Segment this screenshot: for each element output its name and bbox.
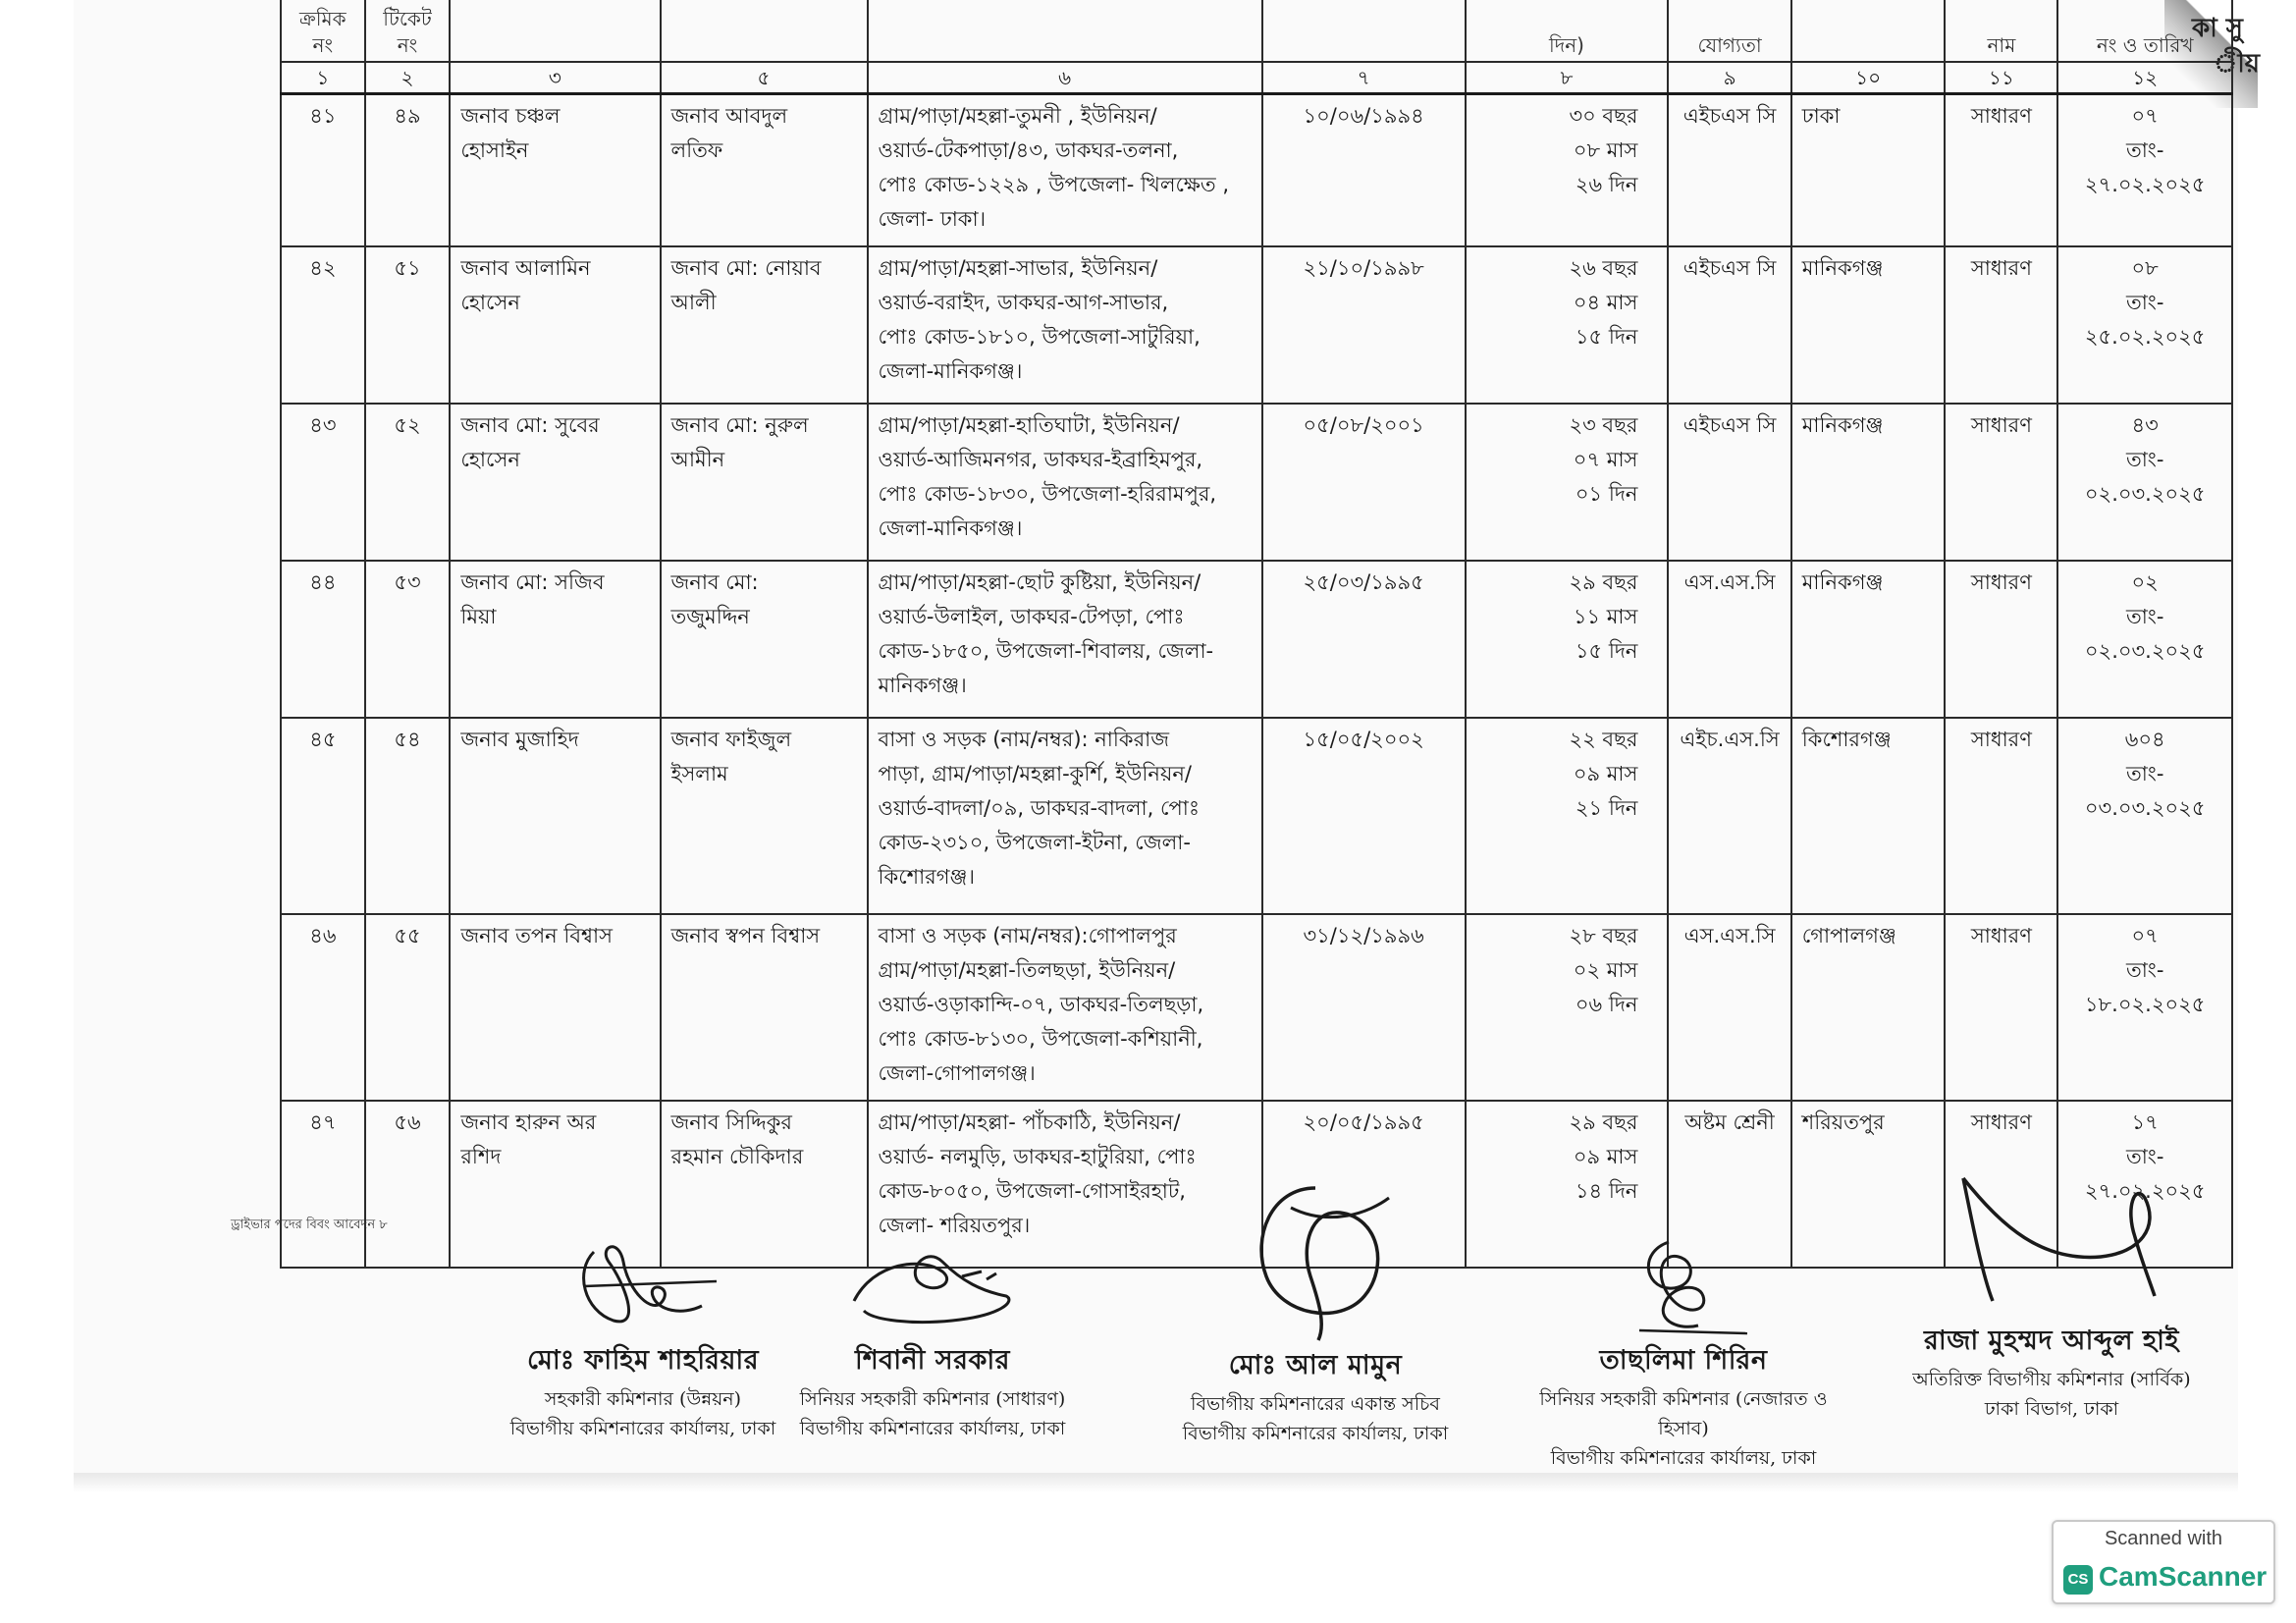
cell-qualification: এস.এস.সি [1668,914,1790,1101]
cell-address-line: জেলা- শরিয়তপুর। [878,1213,1031,1237]
cell-memo-line: তাং- [2125,1144,2164,1168]
cell-address-line: গ্রাম/পাড়া/মহল্লা-তিলছড়া, ইউনিয়ন/ [878,957,1176,982]
cell-memo-line: ১৮.০২.২০২৫ [2084,992,2206,1016]
cell-address-line: কোড-৮০৫০, উপজেলা-গোসাইরহাট, [878,1178,1186,1203]
cell-name-line: জনাব মুজাহিদ [460,727,579,751]
cell-age [1466,561,1669,718]
table-row [281,404,2232,561]
cell-district: ঢাকা [1791,94,1946,246]
cell-address-line: কোড-১৮৫০, উপজেলা-শিবালয়, জেলা- [878,638,1214,663]
cell-ticket: ৫৩ [365,561,451,718]
header-qualification: যোগ্যতা [1668,0,1790,62]
cell-ticket: ৫২ [365,404,451,561]
cell-father-name-line: আমীন [670,447,725,471]
cell-qualification: অষ্টম শ্রেনী [1668,1101,1790,1268]
cell-address-line: বাসা ও সড়ক (নাম/নম্বর):গোপালপুর [878,923,1177,947]
cell-name-line: জনাব মো: সুবের [460,412,600,437]
cell-age-line: ২৮ বছর [1569,923,1638,947]
cell-memo-line: ০৭ [2131,923,2159,947]
cell-age-line: ২২ বছর [1569,727,1638,751]
cell-ticket: ৫১ [365,246,451,404]
cell-memo-line: ২৭.০২.২০২৫ [2084,1178,2206,1203]
cell-age-line: ২৬ বছর [1569,255,1638,280]
cell-memo-line: তাং- [2125,447,2164,471]
cell-address [868,404,1262,561]
header-serial: ক্রমিক নং [281,0,365,62]
cell-district: শরিয়তপুর [1791,1101,1946,1268]
cell-birth-date: ০৫/০৮/২০০১ [1262,404,1466,561]
cell-father-name-line: জনাব মো: নুরুল [670,412,809,437]
cell-name-line: মিয়া [460,604,497,628]
signatory-office: ঢাকা বিভাগ, ঢাকা [1984,1398,2119,1420]
cell-address-line: ওয়ার্ড-উলাইল, ডাকঘর-টেপড়া, পোঃ [878,604,1185,628]
cell-serial: ৪৩ [281,404,365,561]
cell-memo-line: তাং- [2125,138,2164,162]
cell-memo [2057,246,2232,404]
signatory-name: শিবানী সরকার [854,1345,1011,1376]
cell-qualification: এইচএস সি [1668,94,1790,246]
column-number-row [281,62,2232,94]
cell-address-line: কিশোরগঞ্জ। [878,864,975,889]
cell-age [1466,914,1669,1101]
signatory-name: মোঃ ফাহিম শাহরিয়ার [526,1345,760,1376]
signatory-title: সিনিয়র সহকারী কমিশনার (নেজারত ও হিসাব) [1539,1388,1828,1439]
column-number: ৮ [1466,62,1669,94]
cell-birth-date: ১০/০৬/১৯৯৪ [1262,94,1466,246]
cell-age-line: ০১ দিন [1575,481,1638,506]
cell-name-line: জনাব চঞ্চল [460,104,561,128]
cell-quota: সাধারণ [1945,1101,2057,1268]
cell-age-line: ০৭ মাস [1573,447,1638,471]
signatory-office: বিভাগীয় কমিশনারের কার্যালয়, ঢাকা [799,1418,1066,1439]
cell-memo [2057,718,2232,914]
signature-mark [555,1222,731,1340]
table-body [281,94,2232,1268]
cell-address-line: পোঃ কোড-১২২৯ , উপজেলা- খিলক্ষেত , [878,173,1230,196]
cell-age-line: ০৯ মাস [1573,1144,1638,1168]
cell-age-line: ০৮ মাস [1573,138,1638,162]
cell-address [868,94,1262,246]
column-number: ১ [281,62,365,94]
header-col7 [1262,0,1466,62]
signatory-name: রাজা মুহম্মদ আব্দুল হাই [1924,1325,2179,1356]
signatory-title: সিনিয়র সহকারী কমিশনার (সাধারণ) [799,1388,1066,1410]
cell-age-line: ০৪ মাস [1573,290,1638,314]
cell-father-name-line: তজুমদ্দিন [670,604,750,628]
column-number: ১২ [2057,62,2232,94]
cell-memo [2057,404,2232,561]
cell-birth-date: ২৫/০৩/১৯৯৫ [1262,561,1466,718]
cell-address [868,914,1262,1101]
cell-birth-date: ৩১/১২/১৯৯৬ [1262,914,1466,1101]
cell-age-line: ৩০ বছর [1569,104,1638,128]
cell-age [1466,94,1669,246]
cell-age [1466,246,1669,404]
cell-quota: সাধারণ [1945,246,2057,404]
cell-address [868,246,1262,404]
cell-quota: সাধারণ [1945,94,2057,246]
cell-father-name [661,246,868,404]
signature-mark [1610,1227,1757,1340]
cell-age-line: ২৯ বছর [1569,569,1638,594]
signatory-office: বিভাগীয় কমিশনারের কার্যালয়, ঢাকা [1182,1423,1449,1444]
cell-name [450,404,660,561]
cell-memo-line: ২৫.০২.২০২৫ [2084,324,2206,349]
cell-district: মানিকগঞ্জ [1791,246,1946,404]
sheet-edge [74,1473,2238,1492]
column-number: ১১ [1945,62,2057,94]
cell-address-line: ওয়ার্ড-টেকপাড়া/৪৩, ডাকঘর-তলনা, [878,138,1179,162]
signatory-title: অতিরিক্ত বিভাগীয় কমিশনার (সার্বিক) [1912,1369,2191,1390]
cell-memo [2057,914,2232,1101]
cell-memo-line: ০৮ [2131,255,2159,280]
column-number: ৭ [1262,62,1466,94]
column-number: ৬ [868,62,1262,94]
cell-name [450,718,660,914]
header-memo: নং ও তারিখ [2057,0,2232,62]
table-row [281,246,2232,404]
cell-memo [2057,94,2232,246]
scanned-with-label: Scanned with [2104,1528,2223,1549]
cell-father-name [661,561,868,718]
cell-address-line: গ্রাম/পাড়া/মহল্লা-তুমনী , ইউনিয়ন/ [878,104,1157,128]
cell-age [1466,718,1669,914]
cell-father-name-line: আলী [670,290,717,314]
cell-memo-line: ১৭ [2131,1109,2159,1134]
cell-address-line: পোঃ কোড-১৮৩০, উপজেলা-হরিরামপুর, [878,481,1217,506]
cell-age-line: ১১ মাস [1573,604,1638,628]
cell-address-line: পোঃ কোড-১৮১০, উপজেলা-সাটুরিয়া, [878,324,1201,349]
cell-district: মানিকগঞ্জ [1791,561,1946,718]
cell-father-name-line: জনাব স্বপন বিশ্বাস [670,923,821,947]
signatory-title: সহকারী কমিশনার (উন্নয়ন) [544,1388,742,1410]
records-table [280,0,2233,1269]
cell-memo-line: তাং- [2125,604,2164,628]
signatory-3 [1168,1168,1463,1448]
footnote: ড্রাইভার পদের বিবং আবেদন ৮ [231,1217,388,1232]
cell-district: কিশোরগঞ্জ [1791,718,1946,914]
column-number: ৯ [1668,62,1790,94]
cell-age-line: ১৫ দিন [1575,324,1638,349]
cell-ticket: ৫৬ [365,1101,451,1268]
cell-birth-date: ২১/১০/১৯৯৮ [1262,246,1466,404]
cell-memo-line: তাং- [2125,761,2164,785]
cell-father-name-line: জনাব মো: [670,569,759,594]
cell-age-line: ০৯ মাস [1573,761,1638,785]
cell-address-line: ওয়ার্ড-আজিমনগর, ডাকঘর-ইব্রাহিমপুর, [878,447,1203,471]
cell-address-line: ওয়ার্ড-ওড়াকান্দি-০৭, ডাকঘর-তিলছড়া, [878,992,1204,1016]
cell-district: গোপালগঞ্জ [1791,914,1946,1101]
cell-memo-line: ৬০৪ [2124,727,2165,751]
column-number: ৩ [450,62,660,94]
signatory-1 [496,1222,790,1443]
cell-address-line: ওয়ার্ড- নলমুড়ি, ডাকঘর-হাটুরিয়া, পোঃ [878,1144,1197,1168]
cell-name-line: জনাব মো: সজিব [460,569,605,594]
records-table-wrap [280,0,2243,1269]
cell-name-line: জনাব হারুন অর [460,1109,597,1134]
header-age: দিন) [1466,0,1669,62]
cell-qualification: এইচ.এস.সি [1668,718,1790,914]
cell-memo [2057,561,2232,718]
cell-qualification: এইচএস সি [1668,404,1790,561]
table-header-row [281,0,2232,62]
signature-mark [1222,1168,1409,1345]
camscanner-watermark [2052,1520,2275,1604]
header-col6 [868,0,1262,62]
cell-address-line: মানিকগঞ্জ। [878,673,967,697]
cell-age-line: ২৯ বছর [1569,1109,1638,1134]
cell-address-line: গ্রাম/পাড়া/মহল্লা- পাঁচকাঠি, ইউনিয়ন/ [878,1109,1181,1134]
camscanner-logo-icon: CS [2063,1565,2093,1595]
cell-serial: ৪৫ [281,718,365,914]
cell-address-line: ওয়ার্ড-বাদলা/০৯, ডাকঘর-বাদলা, পোঃ [878,795,1201,820]
cell-ticket: ৪৯ [365,94,451,246]
cell-father-name [661,94,868,246]
cell-age [1466,404,1669,561]
signatory-name: মোঃ আল মামুন [1228,1350,1403,1380]
cell-name-line: হোসেন [460,447,520,471]
cell-address-line: বাসা ও সড়ক (নাম/নম্বর): নাকিরাজ [878,727,1170,751]
cell-address [868,718,1262,914]
cell-birth-date: ১৫/০৫/২০০২ [1262,718,1466,914]
cell-serial: ৪৭ [281,1101,365,1268]
cell-address-line: গ্রাম/পাড়া/মহল্লা-সাভার, ইউনিয়ন/ [878,255,1158,280]
cell-name [450,246,660,404]
cell-memo-line: ০২.০৩.২০২৫ [2084,638,2206,663]
cell-address-line: জেলা- ঢাকা। [878,207,987,231]
cell-age-line: ০২ মাস [1573,957,1638,982]
cell-name [450,914,660,1101]
cell-age-line: ১৪ দিন [1575,1178,1638,1203]
signatory-5 [1885,1168,2218,1424]
cell-father-name-line: জনাব ফাইজুল [670,727,792,751]
cell-serial: ৪৪ [281,561,365,718]
cell-name [450,94,660,246]
cell-serial: ৪১ [281,94,365,246]
column-number: ৫ [661,62,868,94]
cell-memo-line: ৪৩ [2131,412,2159,437]
cell-address-line: পোঃ কোড-৮১৩০, উপজেলা-কশিয়ানী, [878,1026,1203,1051]
cell-memo-line: তাং- [2125,957,2164,982]
signatory-name: তাছলিমা শিরিন [1599,1345,1768,1376]
cell-quota: সাধারণ [1945,561,2057,718]
cell-address-line: গ্রাম/পাড়া/মহল্লা-হাতিঘাটা, ইউনিয়ন/ [878,412,1180,437]
cell-name [450,561,660,718]
cell-memo-line: ০৩.০৩.২০২৫ [2084,795,2206,820]
signatory-office: বিভাগীয় কমিশনারের কার্যালয়, ঢাকা [1550,1447,1817,1469]
table-row [281,718,2232,914]
cell-address-line: কোড-২৩১০, উপজেলা-ইটনা, জেলা- [878,830,1191,854]
header-col10 [1791,0,1946,62]
cell-address-line: ওয়ার্ড-বরাইদ, ডাকঘর-আগ-সাভার, [878,290,1169,314]
cell-age-line: ২৩ বছর [1569,412,1638,437]
signatory-4 [1531,1227,1836,1473]
cell-father-name [661,914,868,1101]
column-number: ১০ [1791,62,1946,94]
cell-address-line: গ্রাম/পাড়া/মহল্লা-ছোট কুষ্টিয়া, ইউনিয়ন/ [878,569,1201,594]
cell-name-line: জনাব তপন বিশ্বাস [460,923,614,947]
cell-father-name-line: ইসলাম [670,761,728,785]
signature-mark [834,1222,1031,1340]
signature-mark [1924,1168,2179,1321]
cell-father-name [661,404,868,561]
signatory-office: বিভাগীয় কমিশনারের কার্যালয়, ঢাকা [509,1418,776,1439]
column-number: ২ [365,62,451,94]
corner-text-2: ীয় [2214,49,2261,79]
cell-serial: ৪৬ [281,914,365,1101]
table-row [281,94,2232,246]
cell-father-name-line: রহমান চৌকিদার [670,1144,804,1168]
cell-father-name [661,718,868,914]
signatory-2 [790,1222,1075,1443]
cell-name-line: হোসাইন [460,138,529,162]
cell-father-name-line: লতিফ [670,138,723,162]
cell-birth-date: ২০/০৫/১৯৯৫ [1262,1101,1466,1268]
cell-address [868,561,1262,718]
cell-address-line: জেলা-মানিকগঞ্জ। [878,515,1023,540]
cell-quota: সাধারণ [1945,914,2057,1101]
cell-ticket: ৫৪ [365,718,451,914]
cell-serial: ৪২ [281,246,365,404]
cell-memo-line: ০২ [2131,569,2159,594]
cell-name-line: হোসেন [460,290,520,314]
cell-father-name-line: জনাব সিদ্দিকুর [670,1109,792,1134]
cell-memo-line: ০৭ [2131,104,2159,128]
corner-text-1: কা সু [2192,14,2243,43]
header-ticket: টিকেট নং [365,0,451,62]
cell-quota: সাধারণ [1945,718,2057,914]
cell-address-line: জেলা-গোপালগঞ্জ। [878,1060,1036,1085]
cell-age-line: ২৬ দিন [1575,173,1638,196]
table-row [281,561,2232,718]
cell-name-line: রশিদ [460,1144,502,1168]
cell-address-line: জেলা-মানিকগঞ্জ। [878,358,1023,383]
signatory-title: বিভাগীয় কমিশনারের একান্ত সচিব [1191,1393,1440,1415]
header-quota: নাম [1945,0,2057,62]
cell-memo-line: ২৭.০২.২০২৫ [2084,173,2206,196]
header-col5 [661,0,868,62]
cell-district: মানিকগঞ্জ [1791,404,1946,561]
header-col3 [450,0,660,62]
cell-memo-line: তাং- [2125,290,2164,314]
cell-father-name-line: জনাব আবদুল [670,104,788,128]
cell-address-line: পাড়া, গ্রাম/পাড়া/মহল্লা-কুর্শি, ইউনিয়ন/ [878,761,1192,785]
cell-ticket: ৫৫ [365,914,451,1101]
cell-name-line: জনাব আলামিন [460,255,591,280]
cell-qualification: এস.এস.সি [1668,561,1790,718]
cell-quota: সাধারণ [1945,404,2057,561]
cell-memo-line: ০২.০৩.২০২৫ [2084,481,2206,506]
table-row [281,914,2232,1101]
cell-age-line: ২১ দিন [1575,795,1638,820]
camscanner-brand: CamScanner [2099,1561,2268,1592]
cell-age-line: ১৫ দিন [1575,638,1638,663]
cell-age-line: ০৬ দিন [1575,992,1638,1016]
cell-father-name-line: জনাব মো: নোয়াব [670,255,822,280]
cell-qualification: এইচএস সি [1668,246,1790,404]
